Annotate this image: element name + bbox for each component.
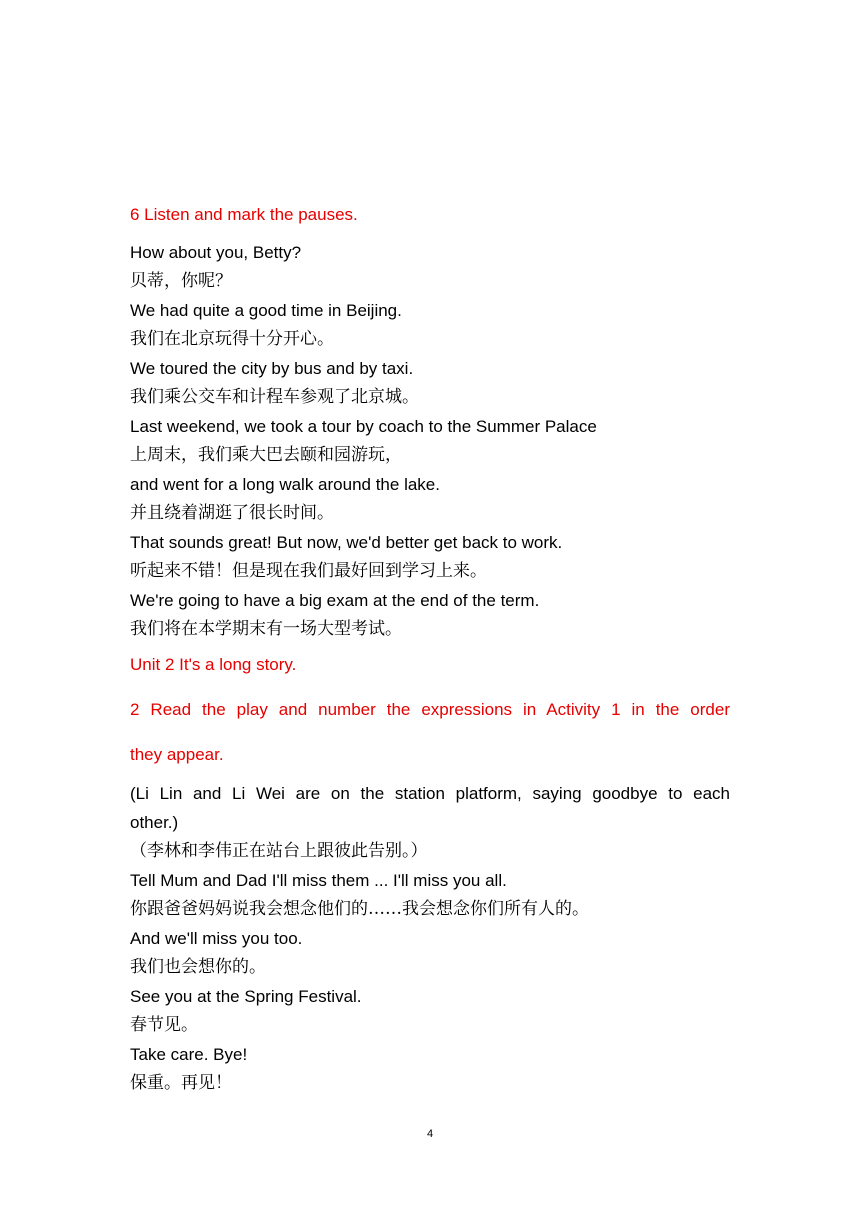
unit-title: Unit 2 It's a long story. xyxy=(130,655,297,674)
document-body xyxy=(130,200,730,1098)
stage-direction-cn: （李林和李伟正在站台上跟彼此告别。） xyxy=(130,841,428,861)
text-line-cn: 听起来不错！但是现在我们最好回到学习上来。 xyxy=(130,561,487,581)
text-line-cn: 保重。再见！ xyxy=(130,1073,232,1093)
text-line-en: We toured the city by bus and by taxi. xyxy=(130,359,414,378)
text-line-en: Last weekend, we took a tour by coach to the Summer Palace xyxy=(130,417,597,436)
text-line-cn: 我们也会想你的。 xyxy=(130,957,266,977)
text-line-en: That sounds great! But now, we'd better get back to work. xyxy=(130,533,563,552)
text-line-en: See you at the Spring Festival. xyxy=(130,987,362,1006)
text-line-en: and went for a long walk around the lake. xyxy=(130,475,440,494)
text-line-cn: 我们乘公交车和计程车参观了北京城。 xyxy=(130,387,419,407)
stage-direction: other.) xyxy=(130,813,179,832)
text-line-en: Tell Mum and Dad I'll miss them ... I'll miss you all. xyxy=(130,871,507,890)
text-line-en: We had quite a good time in Beijing. xyxy=(130,301,402,320)
text-line-cn: 我们在北京玩得十分开心。 xyxy=(130,329,334,349)
text-line-cn: 贝蒂，你呢？ xyxy=(130,271,232,291)
text-line-cn: 并且绕着湖逛了很长时间。 xyxy=(130,503,334,523)
text-line-cn: 你跟爸爸妈妈说我会想念他们的……我会想念你们所有人的。 xyxy=(130,899,589,919)
instruction-line: 2 Read the play and number the expressions in Activity 1 in the order xyxy=(130,700,730,719)
section-heading: 6 Listen and mark the pauses. xyxy=(130,205,358,224)
text-line-en: Take care. Bye! xyxy=(130,1045,248,1064)
stage-direction: (Li Lin and Li Wei are on the station platform, saying goodbye to each xyxy=(130,784,730,803)
text-line-cn: 上周末，我们乘大巴去颐和园游玩， xyxy=(130,445,402,465)
text-line-cn: 我们将在本学期末有一场大型考试。 xyxy=(130,619,402,639)
text-line-en: How about you, Betty? xyxy=(130,243,302,262)
instruction-line: they appear. xyxy=(130,745,224,764)
text-line-en: We're going to have a big exam at the end of the term. xyxy=(130,591,540,610)
page-number: 4 xyxy=(426,1128,434,1140)
text-line-en: And we'll miss you too. xyxy=(130,929,303,948)
text-line-cn: 春节见。 xyxy=(130,1015,198,1035)
